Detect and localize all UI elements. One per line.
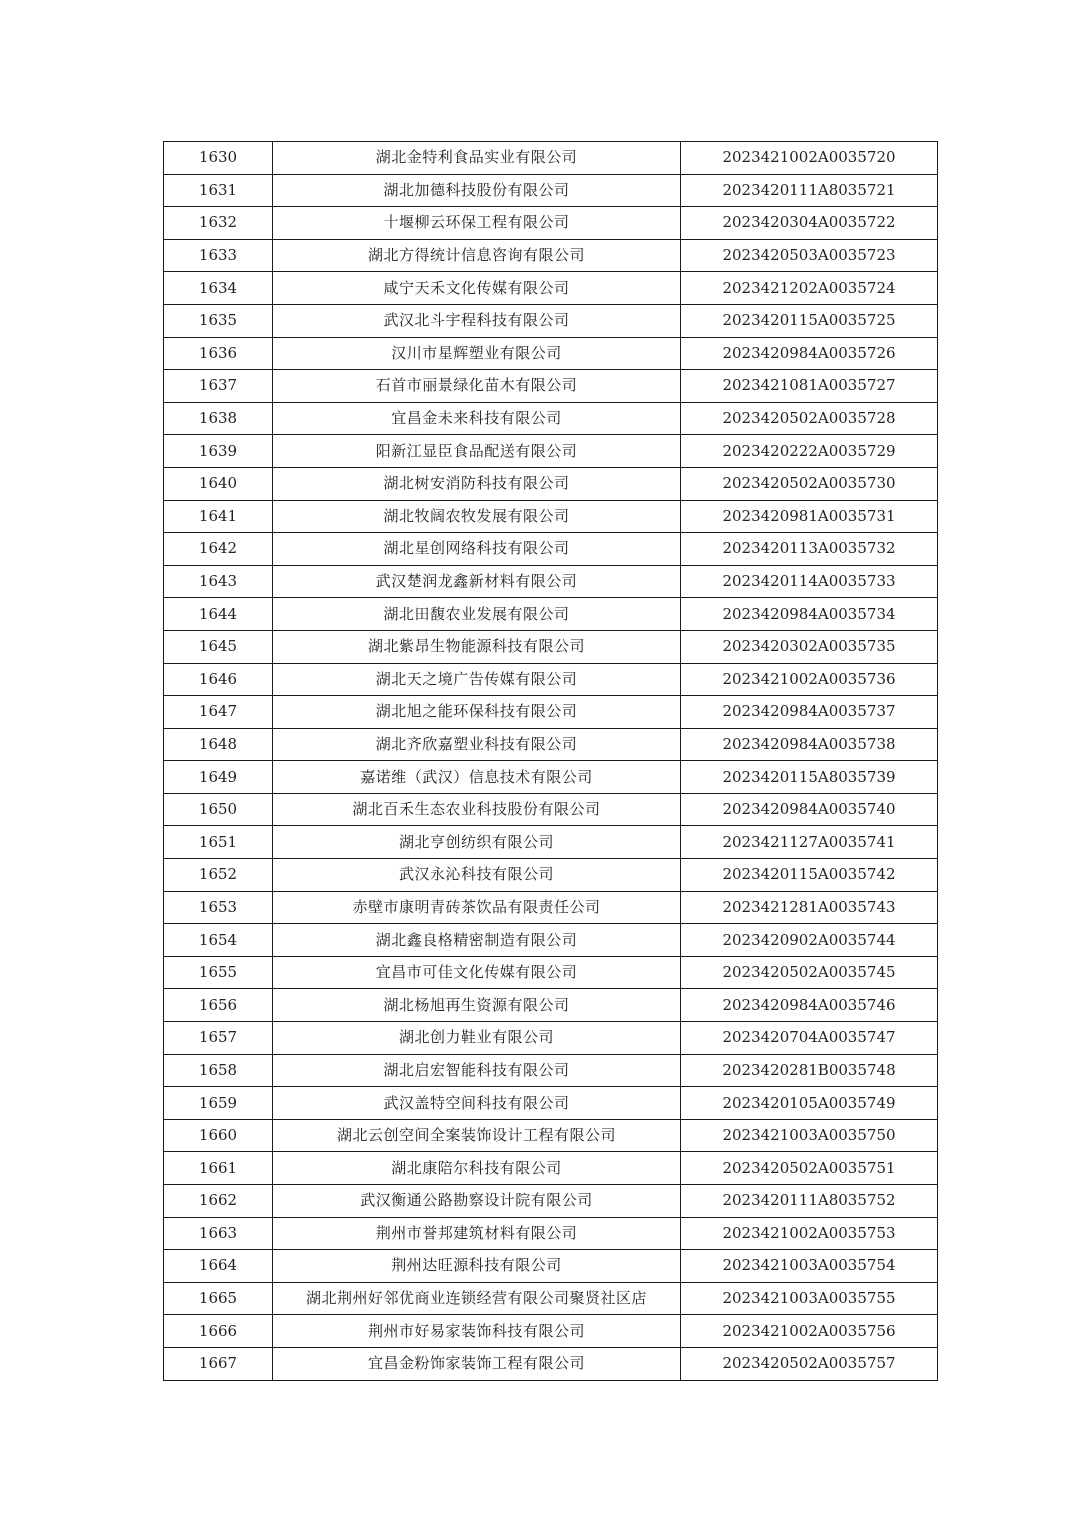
company-name: 赤壁市康明青砖茶饮品有限责任公司 xyxy=(273,891,681,924)
row-number: 1651 xyxy=(164,826,273,859)
registration-code: 2023420984A0035737 xyxy=(681,696,938,729)
registration-code: 2023420984A0035746 xyxy=(681,989,938,1022)
company-name: 石首市丽景绿化苗木有限公司 xyxy=(273,370,681,403)
company-name: 湖北田馥农业发展有限公司 xyxy=(273,598,681,631)
registration-code: 2023420981A0035731 xyxy=(681,500,938,533)
row-number: 1664 xyxy=(164,1250,273,1283)
company-name: 湖北鑫良格精密制造有限公司 xyxy=(273,924,681,957)
registration-code: 2023421003A0035754 xyxy=(681,1250,938,1283)
row-number: 1652 xyxy=(164,859,273,892)
table-row xyxy=(164,1315,938,1348)
table-row xyxy=(164,500,938,533)
row-number: 1633 xyxy=(164,239,273,272)
registration-code: 2023420111A8035752 xyxy=(681,1185,938,1218)
registration-code: 2023420105A0035749 xyxy=(681,1087,938,1120)
registration-code: 2023420984A0035740 xyxy=(681,793,938,826)
registration-code: 2023420115A8035739 xyxy=(681,761,938,794)
row-number: 1637 xyxy=(164,370,273,403)
table-row xyxy=(164,304,938,337)
row-number: 1667 xyxy=(164,1347,273,1380)
table-row xyxy=(164,1022,938,1055)
registration-code: 2023420502A0035728 xyxy=(681,402,938,435)
registration-code: 2023421003A0035755 xyxy=(681,1282,938,1315)
table-row xyxy=(164,924,938,957)
company-name: 湖北旭之能环保科技有限公司 xyxy=(273,696,681,729)
table-row xyxy=(164,728,938,761)
registration-code: 2023421081A0035727 xyxy=(681,370,938,403)
row-number: 1631 xyxy=(164,174,273,207)
row-number: 1665 xyxy=(164,1282,273,1315)
row-number: 1660 xyxy=(164,1119,273,1152)
table-row xyxy=(164,891,938,924)
row-number: 1644 xyxy=(164,598,273,631)
row-number: 1661 xyxy=(164,1152,273,1185)
company-name: 湖北紫昂生物能源科技有限公司 xyxy=(273,630,681,663)
row-number: 1643 xyxy=(164,565,273,598)
registration-code: 2023420281B0035748 xyxy=(681,1054,938,1087)
registration-code: 2023420902A0035744 xyxy=(681,924,938,957)
table-row xyxy=(164,1087,938,1120)
row-number: 1630 xyxy=(164,142,273,175)
row-number: 1655 xyxy=(164,956,273,989)
company-name: 湖北树安消防科技有限公司 xyxy=(273,467,681,500)
row-number: 1641 xyxy=(164,500,273,533)
registration-code: 2023421002A0035736 xyxy=(681,663,938,696)
company-name: 宜昌金未来科技有限公司 xyxy=(273,402,681,435)
registration-code: 2023420984A0035726 xyxy=(681,337,938,370)
company-name: 十堰柳云环保工程有限公司 xyxy=(273,207,681,240)
row-number: 1640 xyxy=(164,467,273,500)
company-name: 湖北启宏智能科技有限公司 xyxy=(273,1054,681,1087)
table-row xyxy=(164,1250,938,1283)
row-number: 1635 xyxy=(164,304,273,337)
table-row xyxy=(164,370,938,403)
row-number: 1647 xyxy=(164,696,273,729)
registration-code: 2023421003A0035750 xyxy=(681,1119,938,1152)
table-row xyxy=(164,272,938,305)
row-number: 1639 xyxy=(164,435,273,468)
row-number: 1634 xyxy=(164,272,273,305)
row-number: 1632 xyxy=(164,207,273,240)
company-name: 宜昌市可佳文化传媒有限公司 xyxy=(273,956,681,989)
registration-code: 2023420502A0035751 xyxy=(681,1152,938,1185)
registration-code: 2023420111A8035721 xyxy=(681,174,938,207)
company-name: 湖北荆州好邻优商业连锁经营有限公司聚贤社区店 xyxy=(273,1282,681,1315)
registration-code: 2023420502A0035730 xyxy=(681,467,938,500)
company-name: 武汉永沁科技有限公司 xyxy=(273,859,681,892)
row-number: 1663 xyxy=(164,1217,273,1250)
table-row xyxy=(164,696,938,729)
company-name: 湖北牧阔农牧发展有限公司 xyxy=(273,500,681,533)
registration-code: 2023421281A0035743 xyxy=(681,891,938,924)
row-number: 1658 xyxy=(164,1054,273,1087)
table-row xyxy=(164,989,938,1022)
table-row xyxy=(164,793,938,826)
table-row xyxy=(164,402,938,435)
table-row xyxy=(164,142,938,175)
table-row xyxy=(164,1282,938,1315)
registration-code: 2023420302A0035735 xyxy=(681,630,938,663)
table-row xyxy=(164,1152,938,1185)
company-name: 荆州市好易家装饰科技有限公司 xyxy=(273,1315,681,1348)
table-row xyxy=(164,761,938,794)
table-body xyxy=(164,142,938,1381)
registration-code: 2023420113A0035732 xyxy=(681,533,938,566)
row-number: 1654 xyxy=(164,924,273,957)
registration-code: 2023420115A0035742 xyxy=(681,859,938,892)
company-name: 宜昌金粉饰家装饰工程有限公司 xyxy=(273,1347,681,1380)
row-number: 1638 xyxy=(164,402,273,435)
registration-code: 2023421002A0035720 xyxy=(681,142,938,175)
table-row xyxy=(164,1347,938,1380)
registration-code: 2023421202A0035724 xyxy=(681,272,938,305)
table-row xyxy=(164,1119,938,1152)
registration-code: 2023420503A0035723 xyxy=(681,239,938,272)
registration-code: 2023420502A0035745 xyxy=(681,956,938,989)
table-row xyxy=(164,174,938,207)
company-name: 武汉楚润龙鑫新材料有限公司 xyxy=(273,565,681,598)
table-row xyxy=(164,1054,938,1087)
registration-code: 2023420502A0035757 xyxy=(681,1347,938,1380)
row-number: 1653 xyxy=(164,891,273,924)
company-name: 湖北百禾生态农业科技股份有限公司 xyxy=(273,793,681,826)
table-row xyxy=(164,663,938,696)
row-number: 1656 xyxy=(164,989,273,1022)
table-row xyxy=(164,239,938,272)
table-row xyxy=(164,435,938,468)
company-name: 湖北星创网络科技有限公司 xyxy=(273,533,681,566)
table-row xyxy=(164,630,938,663)
registration-code: 2023420304A0035722 xyxy=(681,207,938,240)
company-name: 荆州达旺源科技有限公司 xyxy=(273,1250,681,1283)
company-name: 湖北方得统计信息咨询有限公司 xyxy=(273,239,681,272)
company-name: 湖北齐欣嘉塑业科技有限公司 xyxy=(273,728,681,761)
row-number: 1650 xyxy=(164,793,273,826)
table-row xyxy=(164,956,938,989)
registration-code: 2023421002A0035753 xyxy=(681,1217,938,1250)
company-name: 湖北康陪尔科技有限公司 xyxy=(273,1152,681,1185)
registration-code: 2023421002A0035756 xyxy=(681,1315,938,1348)
table-row xyxy=(164,859,938,892)
table-row xyxy=(164,467,938,500)
company-name: 湖北云创空间全案装饰设计工程有限公司 xyxy=(273,1119,681,1152)
row-number: 1642 xyxy=(164,533,273,566)
registration-code: 2023420984A0035734 xyxy=(681,598,938,631)
row-number: 1666 xyxy=(164,1315,273,1348)
row-number: 1657 xyxy=(164,1022,273,1055)
row-number: 1636 xyxy=(164,337,273,370)
registration-code: 2023420984A0035738 xyxy=(681,728,938,761)
table-row xyxy=(164,1217,938,1250)
company-name: 武汉北斗宇程科技有限公司 xyxy=(273,304,681,337)
row-number: 1645 xyxy=(164,630,273,663)
table-row xyxy=(164,826,938,859)
table-row xyxy=(164,337,938,370)
registration-code: 2023421127A0035741 xyxy=(681,826,938,859)
company-name: 阳新江显臣食品配送有限公司 xyxy=(273,435,681,468)
registration-code: 2023420704A0035747 xyxy=(681,1022,938,1055)
row-number: 1649 xyxy=(164,761,273,794)
company-name: 武汉衡通公路勘察设计院有限公司 xyxy=(273,1185,681,1218)
company-name: 汉川市星辉塑业有限公司 xyxy=(273,337,681,370)
company-name: 嘉诺维（武汉）信息技术有限公司 xyxy=(273,761,681,794)
registration-code: 2023420222A0035729 xyxy=(681,435,938,468)
table-row xyxy=(164,1185,938,1218)
row-number: 1659 xyxy=(164,1087,273,1120)
table-row xyxy=(164,565,938,598)
company-name: 湖北天之境广告传媒有限公司 xyxy=(273,663,681,696)
company-name: 湖北金特利食品实业有限公司 xyxy=(273,142,681,175)
registration-code: 2023420115A0035725 xyxy=(681,304,938,337)
row-number: 1662 xyxy=(164,1185,273,1218)
company-name: 湖北加德科技股份有限公司 xyxy=(273,174,681,207)
company-name: 湖北杨旭再生资源有限公司 xyxy=(273,989,681,1022)
company-name: 湖北亨创纺织有限公司 xyxy=(273,826,681,859)
row-number: 1646 xyxy=(164,663,273,696)
registration-code: 2023420114A0035733 xyxy=(681,565,938,598)
company-name: 咸宁天禾文化传媒有限公司 xyxy=(273,272,681,305)
company-name: 武汉盖特空间科技有限公司 xyxy=(273,1087,681,1120)
company-name: 湖北创力鞋业有限公司 xyxy=(273,1022,681,1055)
company-name: 荆州市誉邦建筑材料有限公司 xyxy=(273,1217,681,1250)
company-list-table xyxy=(163,141,938,1381)
table-row xyxy=(164,533,938,566)
row-number: 1648 xyxy=(164,728,273,761)
table-row xyxy=(164,207,938,240)
table-row xyxy=(164,598,938,631)
